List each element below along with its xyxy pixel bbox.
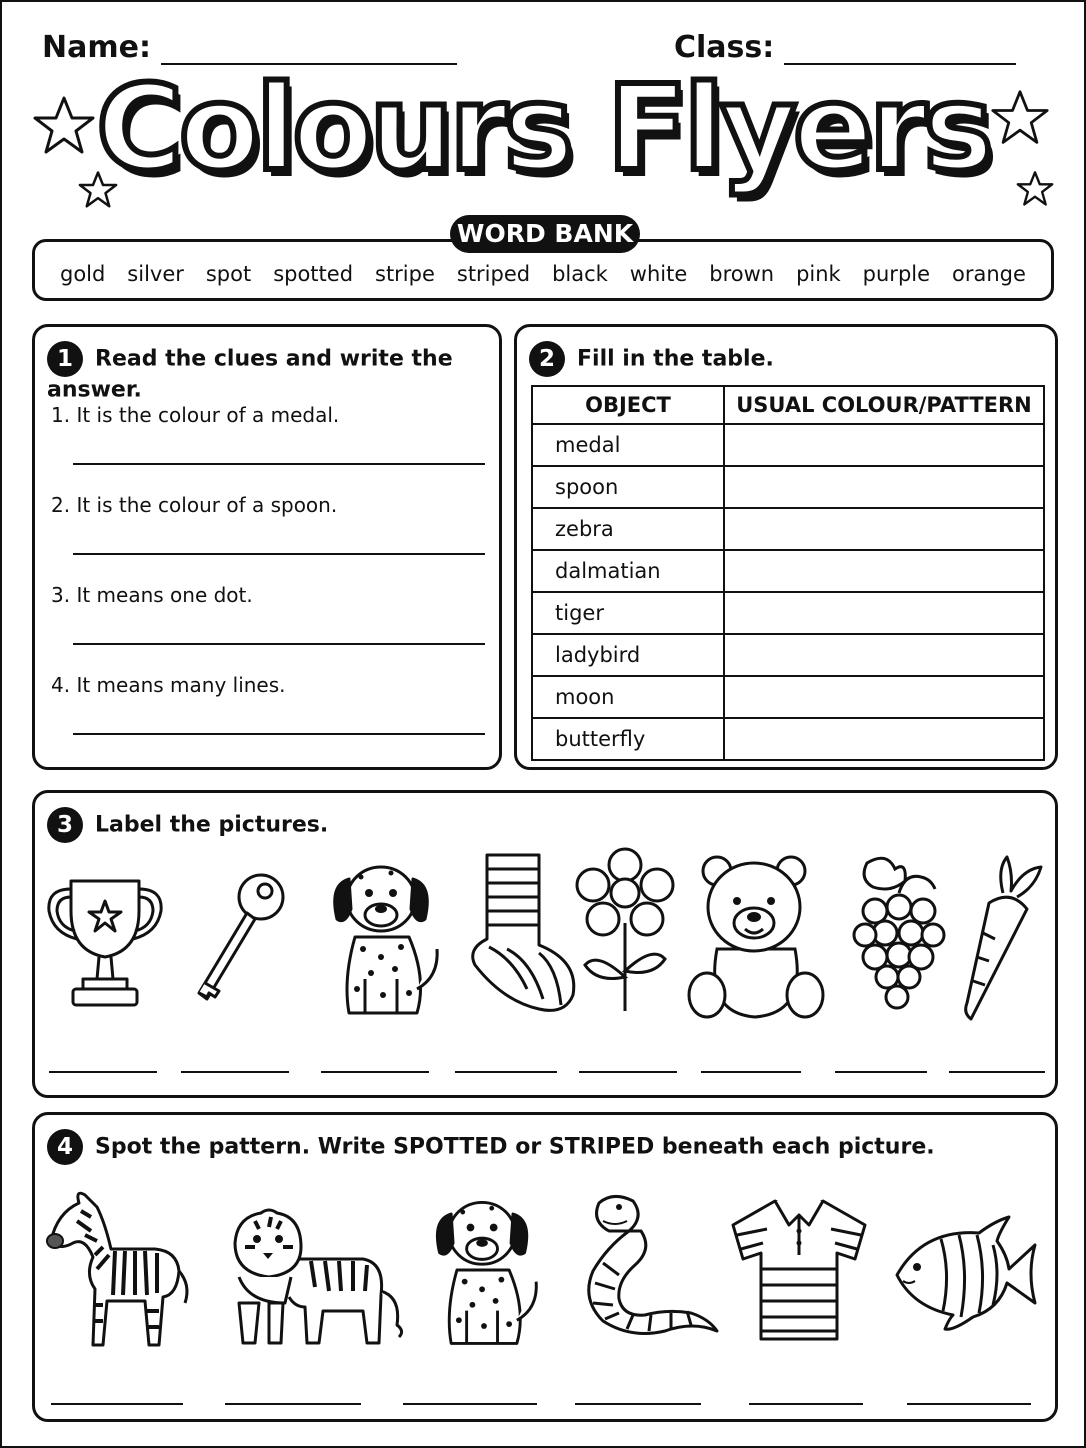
label-line[interactable]	[949, 1071, 1045, 1073]
answer-cell[interactable]	[724, 550, 1044, 592]
carrot-icon	[957, 853, 1049, 1025]
teddy-bear-icon	[687, 849, 825, 1027]
word-bank-item: stripe	[375, 262, 435, 286]
pattern-answer-line[interactable]	[51, 1403, 183, 1405]
striped-shirt-icon	[727, 1195, 871, 1345]
striped-snake-icon	[579, 1191, 723, 1351]
answer-cell[interactable]	[724, 676, 1044, 718]
word-bank-item: spotted	[273, 262, 354, 286]
flower-icon	[573, 847, 677, 1019]
dalmatian-icon	[417, 1185, 551, 1355]
table-row	[532, 550, 1044, 592]
object-cell: tiger	[532, 592, 724, 634]
grapes-icon	[851, 849, 947, 1021]
answer-cell[interactable]	[724, 466, 1044, 508]
word-bank-item: gold	[59, 262, 106, 286]
pattern-answer-line[interactable]	[225, 1403, 361, 1405]
object-cell: zebra	[532, 508, 724, 550]
section-2-title	[529, 341, 774, 377]
zebra-icon	[45, 1185, 195, 1351]
label-line[interactable]	[49, 1071, 157, 1073]
section-2-instruction: Fill in the table.	[577, 346, 774, 372]
answer-line[interactable]	[73, 733, 485, 735]
table-row	[532, 466, 1044, 508]
table-row	[532, 676, 1044, 718]
column-header: USUAL COLOUR/PATTERN	[724, 386, 1044, 424]
word-bank-item: spot	[205, 262, 252, 286]
section-3-instruction: Label the pictures.	[95, 812, 329, 838]
label-line[interactable]	[455, 1071, 557, 1073]
section-1-instruction: Read the clues and write the answer.	[47, 346, 453, 403]
pattern-answer-line[interactable]	[749, 1403, 863, 1405]
trophy-icon	[43, 871, 167, 1019]
class-label: Class:	[674, 30, 775, 65]
section-2-panel	[514, 324, 1058, 770]
answer-line[interactable]	[73, 643, 485, 645]
word-bank-item: silver	[127, 262, 184, 286]
answer-line[interactable]	[73, 553, 485, 555]
label-line[interactable]	[701, 1071, 801, 1073]
section-number: 1	[47, 341, 83, 377]
name-label: Name:	[42, 30, 151, 65]
clue-text: 2. It is the colour of a spoon.	[51, 493, 338, 517]
word-bank-item: orange	[952, 262, 1026, 286]
table-row	[532, 592, 1044, 634]
striped-sock-icon	[467, 849, 581, 1019]
answer-cell[interactable]	[724, 508, 1044, 550]
section-4-instruction: Spot the pattern. Write SPOTTED or STRIPED beneath each picture.	[95, 1134, 935, 1160]
object-cell: ladybird	[532, 634, 724, 676]
object-cell: medal	[532, 424, 724, 466]
section-1-title	[47, 341, 499, 403]
word-bank-item: striped	[456, 262, 531, 286]
answer-cell[interactable]	[724, 592, 1044, 634]
section-3-title	[47, 807, 328, 843]
section-3-panel	[32, 790, 1058, 1098]
label-line[interactable]	[181, 1071, 289, 1073]
object-cell: dalmatian	[532, 550, 724, 592]
answer-line[interactable]	[73, 463, 485, 465]
table-row	[532, 718, 1044, 760]
section-number: 3	[47, 807, 83, 843]
worksheet-title: Colours Flyers	[96, 59, 990, 197]
word-bank-item: pink	[796, 262, 841, 286]
word-bank-item: white	[629, 262, 688, 286]
striped-fish-icon	[893, 1211, 1039, 1335]
colour-table	[531, 385, 1045, 761]
clue-text: 4. It means many lines.	[51, 673, 286, 697]
section-number: 2	[529, 341, 565, 377]
dalmatian-icon	[321, 849, 445, 1025]
pattern-answer-line[interactable]	[907, 1403, 1031, 1405]
answer-cell[interactable]	[724, 718, 1044, 760]
object-cell: moon	[532, 676, 724, 718]
pattern-answer-line[interactable]	[403, 1403, 537, 1405]
word-bank-item: brown	[709, 262, 775, 286]
label-line[interactable]	[321, 1071, 429, 1073]
object-cell: butterfly	[532, 718, 724, 760]
table-row	[532, 424, 1044, 466]
clue-text: 1. It is the colour of a medal.	[51, 403, 340, 427]
label-line[interactable]	[579, 1071, 677, 1073]
section-4-title	[47, 1129, 935, 1165]
answer-cell[interactable]	[724, 424, 1044, 466]
clue-text: 3. It means one dot.	[51, 583, 253, 607]
section-4-panel	[32, 1112, 1058, 1422]
table-row	[532, 508, 1044, 550]
column-header: OBJECT	[532, 386, 724, 424]
answer-cell[interactable]	[724, 634, 1044, 676]
label-line[interactable]	[835, 1071, 927, 1073]
word-bank-label: WORD BANK	[450, 215, 640, 253]
tiger-icon	[225, 1207, 409, 1349]
section-1-panel	[32, 324, 502, 770]
key-icon	[185, 869, 295, 1019]
word-bank-item: black	[552, 262, 608, 286]
table-row	[532, 634, 1044, 676]
object-cell: spoon	[532, 466, 724, 508]
pattern-answer-line[interactable]	[575, 1403, 701, 1405]
word-bank-item: purple	[862, 262, 931, 286]
section-number: 4	[47, 1129, 83, 1165]
